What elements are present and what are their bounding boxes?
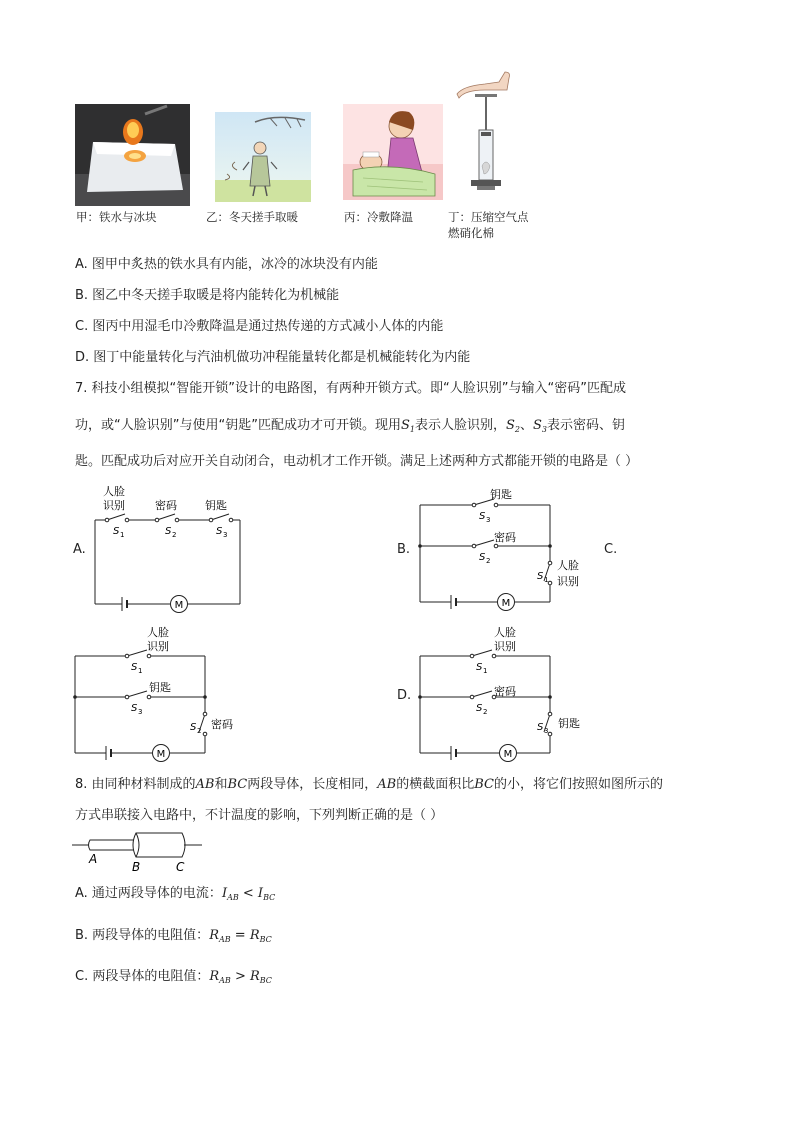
caption-ding-line2: 燃硝化棉 [448,226,494,240]
caption-yi: 乙：冬天搓手取暖 [206,210,298,224]
label-face-bottom: 识别 [557,575,579,588]
symbol-ab: AB [377,777,397,792]
circuit-c-diagram [65,620,255,765]
q6-option-b: B. 图乙中冬天搓手取暖是将内能转化为机械能 [75,288,340,303]
q8-option-b: B. 两段导体的电阻值：$R_{AB} = R_{BC}$ [75,928,272,944]
label-s2: S [190,722,197,733]
q7-stem-line2-part2: 表示人脸识别， [414,418,506,433]
circuit-d-diagram [410,620,600,765]
label-s1: S [537,571,544,582]
label-key: 钥匙 [205,499,227,512]
label-s3: S [537,722,544,733]
q7-stem-line1: 7. 科技小组模拟“智能开锁”设计的电路图，有两种开锁方式。即“人脸识别”与输入“密码”匹配成 [75,381,626,396]
motor-label: M [503,749,513,760]
q6-option-c: C. 图丙中用湿毛巾冷敷降温是通过热传递的方式减小人体的内能 [75,319,444,334]
q7-stem-line2: 功，或“人脸识别”与使用“钥匙”匹配成功才可开锁。现用$S_1$表示人脸识别，$S_2$、$S_3$表示密码、钥 [75,418,625,434]
label-s2: S [479,552,486,563]
label-password: 密码 [494,531,516,544]
label-password: 密码 [211,718,233,731]
motor-label: M [174,600,184,611]
q8-conductor-diagram [70,828,220,876]
symbol-s2: $S_2$ [505,418,520,434]
q7-stem-line2-part3: 表示密码、钥 [546,418,625,433]
label-face-top: 人脸 [103,485,125,498]
label-key: 钥匙 [490,488,512,501]
photo-jia-molten-iron [75,104,190,206]
rubbing-hands-illustration [215,112,311,202]
q8-stem-line1: 8. 由同种材料制成的AB和BC两段导体，长度相同，AB的横截面积比BC的小，将它们按照如图所示的 [75,777,664,792]
caption-bing: 丙：冷敷降温 [344,210,413,224]
symbol-bc: BC [227,777,248,792]
label-s2: S [165,526,172,537]
molten-iron-illustration [75,104,190,206]
label-password: 密码 [494,685,516,698]
svg-text:2: 2 [483,708,488,716]
label-face-bottom: 识别 [494,640,516,653]
q7-option-d-label: D. [397,688,412,703]
circuit-b-diagram [410,485,590,613]
label-key: 钥匙 [558,717,580,730]
svg-text:3: 3 [544,727,549,735]
label-password: 密码 [155,499,177,512]
q6-option-a: A. 图甲中炙热的铁水具有内能，冰冷的冰块没有内能 [75,257,378,272]
label-s1: S [113,526,120,537]
photo-bing-cold-compress [343,104,443,200]
label-point-c: C [176,860,185,874]
svg-text:1: 1 [483,667,488,675]
photo-ding-air-compression [455,70,515,204]
label-s3: S [479,511,486,522]
q7-option-a-label: A. [73,542,86,557]
label-point-b: B [132,860,141,874]
symbol-s3: $S_3$ [532,418,547,434]
label-s1: S [476,662,483,673]
motor-label: M [501,598,511,609]
label-face-top: 人脸 [147,626,169,639]
motor-label: M [156,749,166,760]
svg-text:3: 3 [138,708,143,716]
svg-text:1: 1 [120,531,125,539]
label-s2: S [476,703,483,714]
svg-text:1: 1 [544,576,549,584]
symbol-ab: AB [195,777,215,792]
caption-ding-line1: 丁：压缩空气点 [448,210,529,224]
svg-text:2: 2 [197,727,202,735]
q7-stem-line3: 匙。匹配成功后对应开关自动闭合，电动机才工作开锁。满足上述两种方式都能开锁的电路是（ ） [75,454,639,469]
q6-option-d: D. 图丁中能量转化与汽油机做功冲程能量转化都是机械能转化为内能 [75,350,471,365]
label-s1: S [131,662,138,673]
label-key: 钥匙 [149,681,171,694]
label-face-top: 人脸 [557,559,579,572]
label-s3: S [131,703,138,714]
air-compression-illustration [455,70,515,204]
symbol-bc: BC [474,777,494,792]
label-s3: S [216,526,223,537]
photo-yi-rubbing-hands [215,112,311,202]
q7-option-c-label: C. [604,542,618,557]
q8-option-a: A. 通过两段导体的电流：$I_{AB} < I_{BC}$ [75,886,276,902]
label-point-a: A [89,852,98,866]
cold-compress-illustration [343,104,443,200]
svg-text:1: 1 [138,667,143,675]
svg-text:3: 3 [223,531,228,539]
q7-stem-line2-part1: 功，或“人脸识别”与使用“钥匙”匹配成功才可开锁。现用 [75,418,401,433]
svg-text:2: 2 [486,557,491,565]
q8-option-c: C. 两段导体的电阻值：$R_{AB} > R_{BC}$ [75,969,272,985]
label-face-bottom: 识别 [103,499,125,512]
label-face-top: 人脸 [494,626,516,639]
q7-option-b-label: B. [397,542,411,557]
svg-text:3: 3 [486,516,491,524]
circuit-a-diagram [85,485,255,615]
svg-text:2: 2 [172,531,177,539]
caption-jia: 甲：铁水与冰块 [76,210,157,224]
label-face-bottom: 识别 [147,640,169,653]
q8-stem-line2: 方式串联接入电路中，不计温度的影响，下列判断正确的是（ ） [75,808,444,823]
symbol-s1: $S_1$ [400,418,415,434]
